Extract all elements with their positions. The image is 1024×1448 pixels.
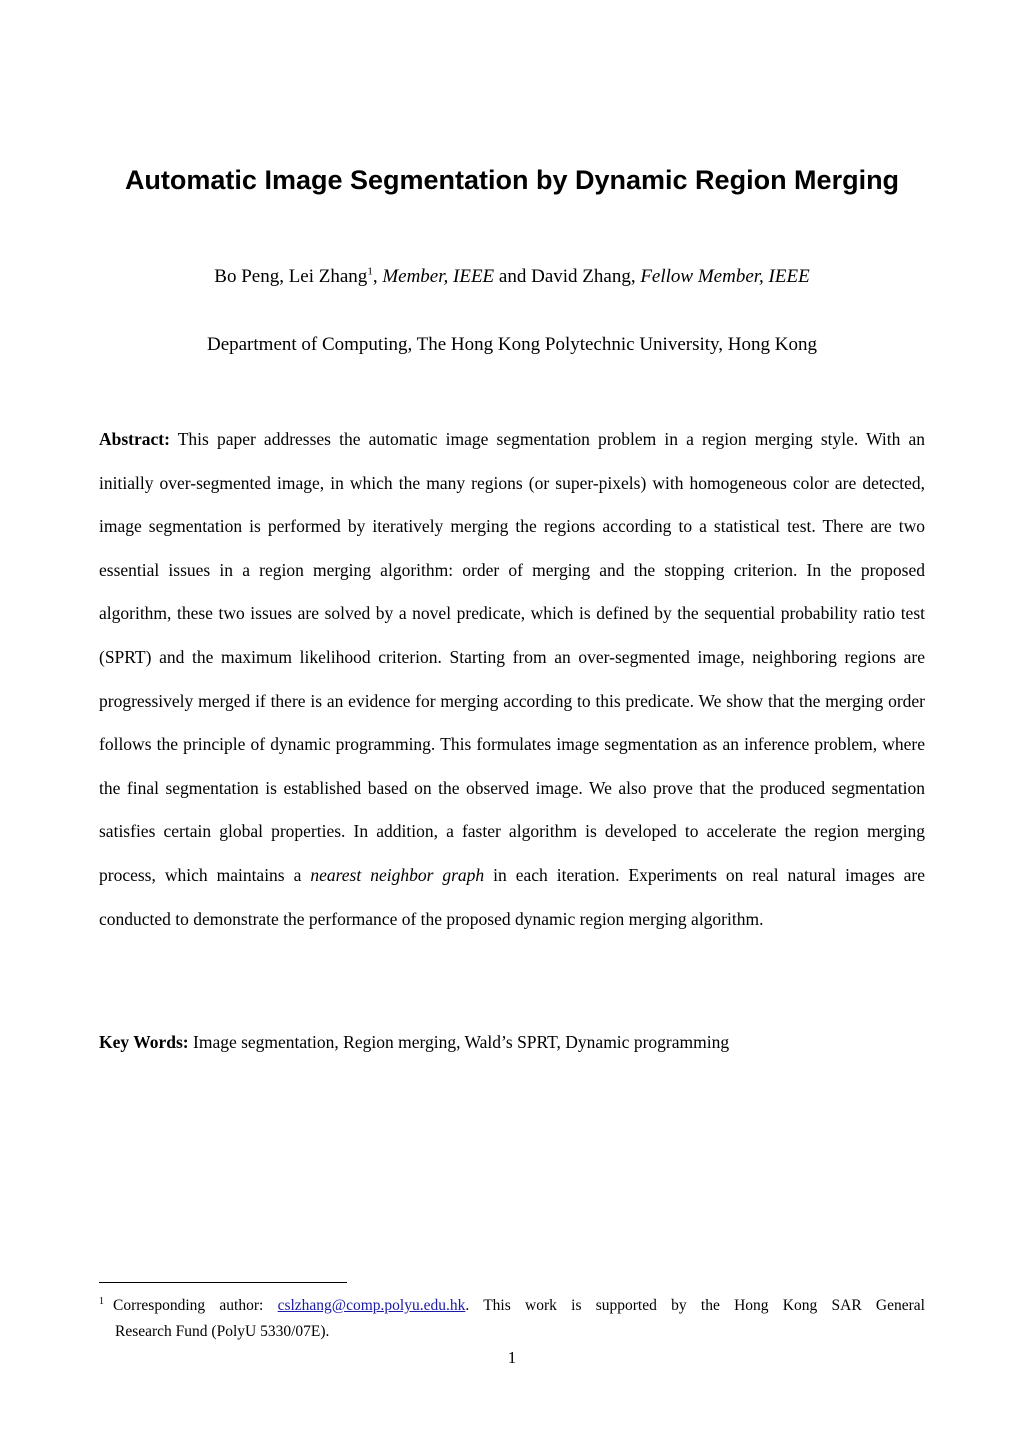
- footnote-suffix: . This work is supported by the Hong Kong SAR General: [465, 1297, 925, 1314]
- footnote: [99, 1293, 925, 1345]
- footnote-mark: 1: [99, 1295, 104, 1307]
- author-separator: ,: [372, 266, 383, 287]
- abstract-label: Abstract:: [99, 429, 170, 449]
- paper-title: Automatic Image Segmentation by Dynamic Region Merging: [124, 165, 900, 195]
- keywords: [99, 1027, 925, 1057]
- author-footnote-mark: 1: [367, 265, 373, 278]
- abstract-text-part1: This paper addresses the automatic image segmentation problem in a region merging style. With an initially over-segmented image, in which the many regions (or super-pixels) with homogeneous color are detected, image segmentation is performed by iteratively merging the regions according to a statistical test. There are two essential issues in a region merging algorithm: order of merging and the stopping criterion. In the proposed algorithm, these two issues are solved by a novel predicate, which is defined by the sequential probability ratio test (SPRT) and the maximum likelihood criterion. Starting from an over-segmented image, neighboring regions are progressively merged if there is an evidence for merging according to this predicate. We show that the merging order follows the principle of dynamic programming. This formulates image segmentation as an inference problem, where the final segmentation is established based on the observed image. We also prove that the produced segmentation satisfies certain global properties. In addition, a faster algorithm is developed to accelerate the region merging process, which maintains a: [99, 429, 925, 885]
- email-link[interactable]: cslzhang@comp.polyu.edu.hk: [277, 1297, 466, 1314]
- footnote-prefix: Corresponding author:: [113, 1297, 278, 1314]
- abstract-text-part2: in each iteration. Experiments on real natural images are conducted to demonstrate the performance of the proposed dynamic region merging algorithm.: [99, 864, 925, 929]
- footnote-line-1: [99, 1293, 925, 1319]
- abstract: [99, 418, 925, 941]
- keywords-text: Image segmentation, Region merging, Wald’s SPRT, Dynamic programming: [188, 1032, 730, 1052]
- footnote-line-2: Research Fund (PolyU 5330/07E).: [115, 1323, 330, 1340]
- author-role-member: Member, IEEE: [382, 266, 495, 287]
- page-number: 1: [507, 1348, 517, 1367]
- author-second-name: and David Zhang,: [494, 266, 641, 287]
- affiliation: Department of Computing, The Hong Kong Polytechnic University, Hong Kong: [206, 334, 818, 355]
- author-names: Bo Peng, Lei Zhang: [214, 266, 368, 287]
- keywords-label: Key Words:: [99, 1032, 189, 1052]
- author-role-fellow: Fellow Member, IEEE: [640, 266, 810, 287]
- author-line: [0, 262, 1024, 292]
- abstract-text-italic: nearest neighbor graph: [310, 864, 485, 885]
- footnote-divider: [99, 1282, 347, 1283]
